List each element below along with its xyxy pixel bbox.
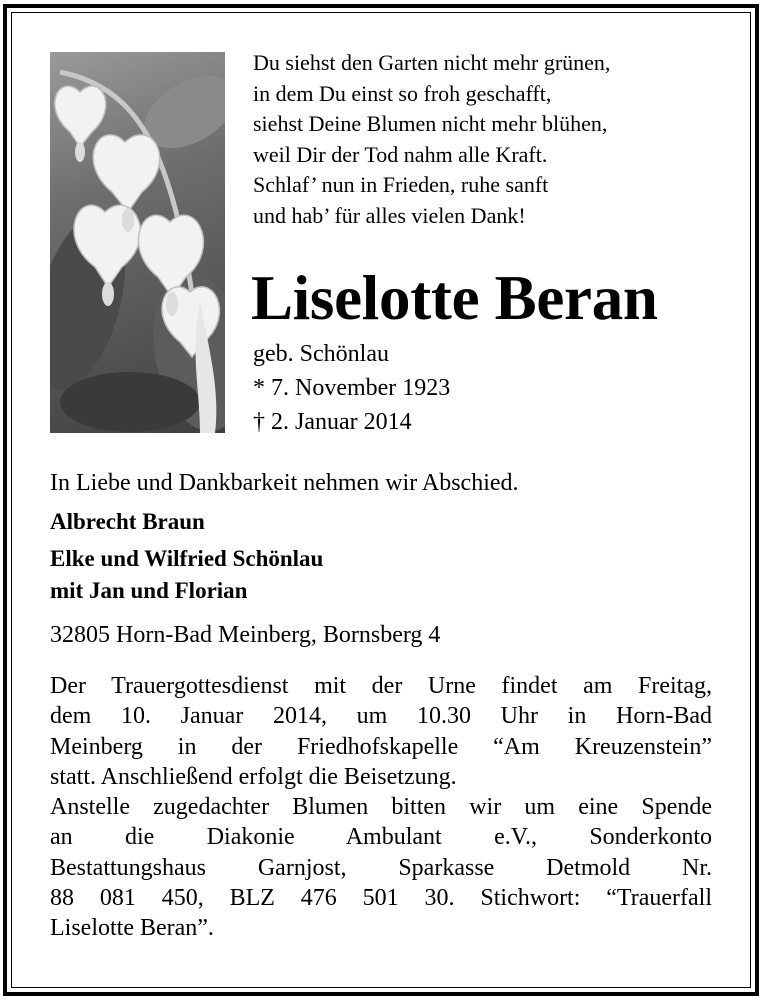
poem-line: in dem Du einst so froh geschafft, <box>253 80 552 106</box>
flower-photo-icon <box>50 52 225 433</box>
farewell-line: In Liebe und Dankbarkeit nehmen wir Abschied. <box>50 470 519 496</box>
notice-line: Der Trauergottesdienst mit der Urne findet am Freitag, <box>50 673 712 699</box>
birth-name: geb. Schönlau <box>253 341 389 367</box>
notice-line: 88 081 450, BLZ 476 501 30. Stichwort: “Trauerfall <box>50 885 712 912</box>
notice-line: an die Diakonie Ambulant e.V., Sonderkonto <box>50 824 712 851</box>
deceased-details <box>253 337 450 439</box>
service-notice <box>50 671 712 944</box>
notice-line: Liselotte Beran”. <box>50 915 214 942</box>
poem-line: weil Dir der Tod nahm alle Kraft. <box>253 141 548 167</box>
notice-line: Meinberg in der Friedhofskapelle “Am Kreuzenstein” <box>50 733 712 760</box>
mourners-list <box>50 506 323 607</box>
poem-line: und hab’ für alles vielen Dank! <box>253 202 526 228</box>
deceased-name: Liselotte Beran <box>251 263 658 333</box>
death-date: † 2. Januar 2014 <box>253 409 412 435</box>
memorial-poem <box>253 48 610 231</box>
mourner-name: Elke und Wilfried Schönlau <box>50 546 324 571</box>
poem-line: Du siehst den Garten nicht mehr grünen, <box>253 50 611 75</box>
mourner-name: Albrecht Braun <box>50 509 205 534</box>
notice-line: dem 10. Januar 2014, um 10.30 Uhr in Horn-Bad <box>50 703 712 730</box>
birth-date: * 7. November 1923 <box>253 375 451 401</box>
notice-line: Bestattungshaus Garnjost, Sparkasse Detmold Nr. <box>50 854 712 881</box>
address: 32805 Horn-Bad Meinberg, Bornsberg 4 <box>50 622 441 648</box>
poem-line: siehst Deine Blumen nicht mehr blühen, <box>253 111 608 136</box>
notice-line: statt. Anschließend erfolgt die Beisetzung. <box>50 763 457 790</box>
notice-line: Anstelle zugedachter Blumen bitten wir um eine Spende <box>50 794 712 821</box>
mourner-name: mit Jan und Florian <box>50 578 248 603</box>
poem-line: Schlaf’ nun in Frieden, ruhe sanft <box>253 172 549 197</box>
